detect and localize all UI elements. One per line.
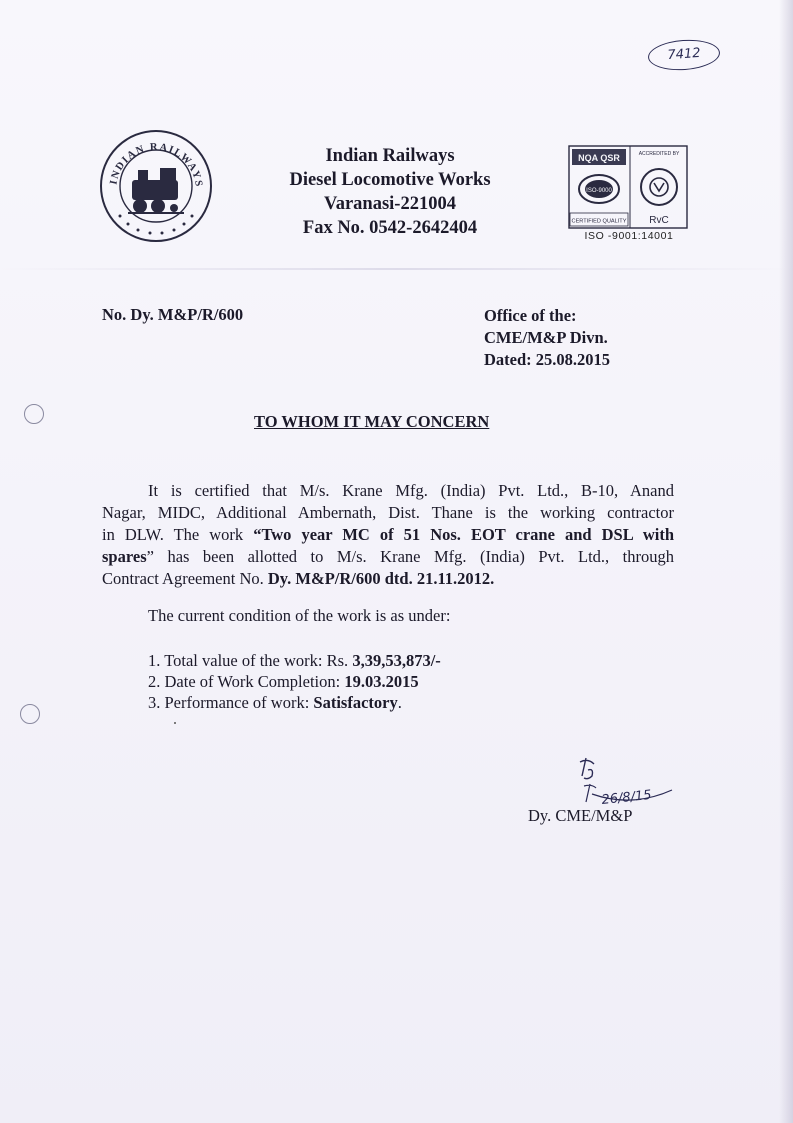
work-title: “Two year MC of 51 Nos. EOT crane and DSL with — [253, 525, 674, 544]
item-label: Performance of work: — [164, 693, 314, 712]
para-text: Contract Agreement No. — [102, 569, 268, 588]
svg-text:ISO-9000: ISO-9000 — [586, 188, 612, 194]
para-line — [102, 480, 674, 502]
svg-text:RvC: RvC — [649, 215, 669, 226]
para-line — [102, 568, 674, 590]
para-text: Nagar, MIDC, Additional Ambernath, Dist. Thane is the working contractor — [102, 503, 674, 522]
page-edge-shadow — [779, 0, 793, 1123]
letter-date: Dated: 25.08.2015 — [484, 350, 611, 369]
svg-text:ACCREDITED BY: ACCREDITED BY — [638, 151, 680, 157]
para-line — [102, 502, 674, 524]
punch-hole — [20, 704, 40, 724]
office-block — [484, 305, 610, 371]
performance-rating: Satisfactory — [313, 693, 398, 712]
reference-number: No. Dy. M&P/R/600 — [102, 305, 244, 324]
item-number: 1. — [148, 651, 161, 670]
list-item — [148, 650, 441, 671]
indian-railways-logo — [98, 128, 214, 244]
paper-fold-line — [0, 268, 793, 270]
para-line — [102, 546, 674, 568]
contract-agreement-no: Dy. M&P/R/600 dtd. 21.11.2012. — [267, 569, 495, 588]
completion-date: 19.03.2015 — [344, 672, 419, 691]
ink-dot — [174, 722, 176, 724]
item-number: 3. — [148, 693, 161, 712]
signatory-designation: Dy. CME/M&P — [528, 806, 633, 825]
svg-text:NQA QSR: NQA QSR — [578, 153, 620, 163]
list-item — [148, 692, 441, 713]
certificate-paragraph — [102, 480, 674, 590]
condition-intro: The current condition of the work is as under: — [148, 606, 451, 625]
para-text: It is certified that M/s. Krane Mfg. (India) Pvt. Ltd., B-10, Anand — [148, 481, 674, 500]
item-number: 2. — [148, 672, 161, 691]
para-line — [102, 524, 674, 546]
punch-hole — [24, 404, 44, 424]
condition-list — [148, 650, 441, 713]
letterhead — [260, 144, 520, 240]
svg-text:INDIAN RAILWAYS: INDIAN RAILWAYS — [108, 141, 205, 189]
org-name: Indian Railways — [325, 146, 455, 166]
para-text: ” has been allotted to M/s. Krane Mfg. (India) Pvt. Ltd., through — [146, 547, 674, 566]
work-title-end: spares — [102, 547, 147, 566]
work-value: 3,39,53,873/- — [352, 651, 441, 670]
office-label: Office of the: — [484, 306, 577, 325]
item-label: Total value of the work: Rs. — [164, 651, 353, 670]
svg-text:CERTIFIED QUALITY: CERTIFIED QUALITY — [571, 218, 627, 225]
org-address: Varanasi-221004 — [324, 194, 456, 214]
office-division: CME/M&P Divn. — [484, 328, 608, 347]
fax-number: Fax No. 0542-2642404 — [302, 218, 478, 238]
file-number-stamp: 7412 — [647, 38, 721, 73]
item-label: Date of Work Completion: — [164, 672, 345, 691]
item-suffix: . — [397, 693, 402, 712]
list-item — [148, 671, 441, 692]
iso-caption: ISO -9001:14001 — [584, 230, 674, 242]
unit-name: Diesel Locomotive Works — [289, 170, 491, 190]
para-text: in DLW. The work — [102, 525, 254, 544]
subject-heading: TO WHOM IT MAY CONCERN — [254, 412, 490, 431]
svg-text:26/8/15: 26/8/15 — [600, 787, 653, 808]
